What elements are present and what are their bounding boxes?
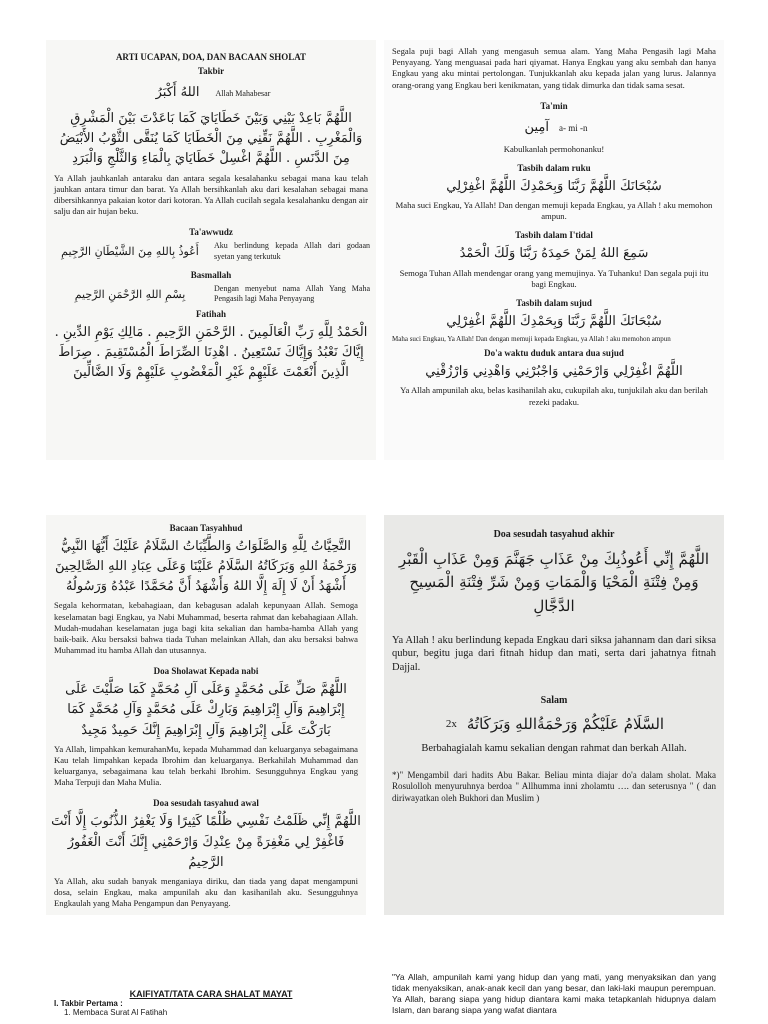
takbir-row: [46, 80, 376, 106]
takbir-heading: Takbir: [197, 66, 225, 76]
page-6: [384, 970, 724, 1024]
fatihah-item: 1. Membaca Surat Al Fatihah: [64, 1008, 168, 1017]
mayat-doa-text: "Ya Allah, ampunilah kami yang hidup dan yang mati, yang menyaksikan dan yang tidak menyaksikan, anak-anak kecil dan yang besar, dan laki-laki maupun perempuan. Ya Allah, barang siapa yang hidup diantara kami maka tetapkanlah hidupnya dalam Islam, dan barang siapa yang wafat diantara: [392, 972, 716, 1015]
taawwudz-meaning: Aku berlindung kepada Allah dari godaan syetan yang terkutuk: [214, 241, 370, 261]
fatihah-arabic: الْحَمْدُ لِلَّهِ رَبِّ الْعَالَمِينَ . الرَّحْمَنِ الرَّحِيمِ . مَالِكِ يَوْمِ الدِّينِ . إِيَّاكَ نَعْبُدُ وَإِيَّاكَ نَسْتَعِينُ . اهْدِنَا الصِّرَاطَ الْمُسْتَقِيمَ . صِرَاطَ الَّذِينَ أَنْعَمْتَ عَلَيْهِمْ غَيْرِ الْمَغْضُوبِ عَلَيْهِمْ وَلَا الضَّالِّينَ: [54, 324, 368, 381]
basmallah-heading: Basmallah: [190, 270, 232, 281]
taawwudz-heading: Ta'awwudz: [189, 227, 233, 238]
ruku-heading: Tasbih dalam ruku: [517, 163, 591, 173]
takbir-pertama-item: I. Takbir Pertama :: [54, 999, 123, 1008]
basmallah-meaning: Dengan menyebut nama Allah Yang Maha Pengasih lagi Maha Penyayang: [214, 284, 370, 304]
salam-arabic: السَّلَامُ عَلَيْكُمْ وَرَحْمَةُاللهِ وَبَرَكَاتُهُ: [466, 714, 665, 733]
basmallah-row: [52, 284, 370, 305]
taawwudz-arabic: أَعُوذُ بِاللهِ مِنَ الشَّيْطَانِ الرَّجِيمِ: [61, 245, 199, 259]
awal-arabic: اللَّهُمَّ إِنِّي ظَلَمْتُ نَفْسِي ظُلْمًا كَثِيرًا وَلَا يَغْفِرُ الذُّنُوبَ إِلَّا أَنْتَ فَاغْفِرْ لِي مَغْفِرَةً مِنْ عِنْدِكَ وَارْحَمْنِي إِنَّكَ أَنْتَ الْغَفُورُ الرَّحِيمُ: [51, 814, 361, 870]
salam-heading: Salam: [540, 694, 568, 706]
page-1: [46, 40, 376, 460]
tasyahhud-heading: Bacaan Tasyahhud: [169, 523, 243, 533]
tamin-heading: Ta'min: [540, 100, 568, 111]
tamin-meaning: Kabulkanlah permohonanku!: [503, 143, 605, 154]
ruku-meaning: Maha suci Engkau, Ya Allah! Dan dengan memuji kepada Engkau, ya Allah ! aku memohon ampun.: [395, 200, 713, 222]
itidal-heading: Tasbih dalam I'tidal: [515, 230, 593, 241]
tamin-arabic: آمِين: [524, 119, 549, 135]
document-title: ARTI UCAPAN, DOA, DAN BACAAN SHOLAT: [115, 52, 307, 62]
awal-meaning: Ya Allah, aku sudah banyak menganiaya diriku, dan tiada yang dapat mengampuni dosa, selain Engkau, maka ampunilah aku dan kasihanilah aku. Sesungguhnya Engkaulah yang Maha Pengampun dan Penyayang.: [54, 875, 358, 909]
ruku-arabic: سُبْحَانَكَ اللَّهُمَّ رَبَّنَا وَبِحَمْدِكَ اللَّهُمَّ اغْفِرْلِي: [446, 179, 662, 194]
iftitah-meaning: Ya Allah jauhkanlah antaraku dan antara segala kesalahanku sebagai mana kau telah jauhkan antara timur dan barat. Ya Allah bersihkanlah aku dari kesalahan sebagai mana dibersihkannya pakaian kotor dari kotoran. Ya Allah cucilah segala kesalahanku dengan air salju dan air hujan beku.: [54, 172, 368, 217]
page-4: [384, 515, 724, 915]
shalat-mayat-title: KAIFIYAT/TATA CARA SHALAT MAYAT: [129, 989, 293, 999]
takbir-arabic: اللهُ أَكْبَرُ: [155, 85, 200, 100]
takbir-meaning: Allah Mahabesar: [215, 88, 271, 98]
fatihah-meaning: Segala puji bagi Allah yang mengasuh semua alam. Yang Maha Pengasih lagi Maha Penyayang. Yang menguasai pada hari qiyamat. Hanya Engkau yang aku sembah dan hanya Engkau yang aku mintai pertolongan. Tunjukkanlah aku kepada jalan yang lurus. Jalannya orang-orang yang Engkau beri kenikmatan, yang tidak dimurka dan tidak sama sesat.: [392, 46, 716, 90]
tamin-latin: a- mi -n: [558, 122, 588, 133]
sholawat-heading: Doa Sholawat Kepada nabi: [153, 666, 259, 677]
itidal-meaning: Semoga Tuhan Allah mendengar orang yang memujinya. Ya Tuhanku! Dan segala puji itu bagi Engkau.: [399, 267, 709, 289]
page-5: [46, 985, 376, 1024]
salam-row: [384, 710, 724, 739]
tasyahhud-arabic: التَّحِيَّاتُ لِلَّهِ وَالصَّلَوَاتُ وَالطَّيِّبَاتُ السَّلَامُ عَلَيْكَ أَيُّهَا النَّبِيُّ وَرَحْمَةُ اللهِ وَبَرَكَاتُهُ السَّلَامُ عَلَيْنَا وَعَلَى عِبَادِ اللهِ الصَّالِحِينَ أَشْهَدُ أَنْ لَا إِلَهَ إِلَّا اللهُ وَأَشْهَدُ أَنَّ مُحَمَّدًا عَبْدُهُ وَرَسُولُهُ: [54, 539, 358, 595]
taawwudz-row: [52, 241, 370, 262]
duduk-arabic: اللَّهُمَّ اغْفِرْلِي وَارْحَمْنِي وَاجْبُرْنِي وَاهْدِنِي وَارْزُقْنِي: [425, 364, 683, 380]
salam-count: 2x: [445, 718, 457, 731]
salam-meaning: Berbahagialah kamu sekalian dengan rahmat dan berkah Allah.: [421, 742, 687, 754]
fatihah-heading: Fatihah: [195, 308, 226, 319]
iftitah-arabic: اللَّهُمَّ بَاعِدْ بَيْنِي وَبَيْنَ خَطَايَايَ كَمَا بَاعَدْتَ بَيْنَ الْمَشْرِقِ وَالْمَغْرِبِ . اللَّهُمَّ نَقِّنِي مِنَ الْخَطَايَا كَمَا يُنَقَّى الثَّوْبُ الأَبْيَضُ مِنَ الدَّنَسِ . اللَّهُمَّ اغْسِلْ خَطَايَايَ بِالْمَاءِ وَالثَّلْجِ وَالْبَرَدِ: [59, 111, 363, 167]
sholawat-meaning: Ya Allah, limpahkan kemurahanMu, kepada Muhammad dan keluarganya sebagaimana Kau telah limpahkan kepada Ibrohim dan keluarganya. Berkahilah Muhammad dan keluarganya, sebagaimana kau telah berkahi Ibrohim. Sesungguhnya Engkau yang Maha Terpuji dan Maha Mulia.: [54, 743, 358, 788]
duduk-heading: Do'a waktu duduk antara dua sujud: [484, 348, 624, 359]
tamin-row: [384, 115, 724, 141]
tasyahhud-meaning: Segala kehormatan, kebahagiaan, dan kebagusan adalah kepunyaan Allah. Semoga keselamatan bagi Engkau, ya Nabi Muhammad, beserta rahmat dan kebahagiaan Allah. Mudah-mudahan keselamatan juga bagi kita sekalian dan hamba-hamba Allah yang baik-baik. Aku bersaksi bahwa tiada Tuhan melainkan Allah, dan aku bersaksi bahwa Muhammad itu hamba Allah dan utusannya.: [54, 600, 358, 656]
duduk-meaning: Ya Allah ampunilah aku, belas kasihanilah aku, cukupilah aku, tunjukilah aku dan berilah rezeki padaku.: [400, 385, 708, 407]
awal-heading: Doa sesudah tasyahud awal: [153, 798, 259, 809]
basmallah-arabic: بِسْمِ اللهِ الرَّحْمَنِ الرَّحِيمِ: [74, 287, 186, 301]
akhir-heading: Doa sesudah tasyahud akhir: [493, 529, 615, 540]
itidal-arabic: سَمِعَ اللهُ لِمَنْ حَمِدَهُ رَبَّنَا وَلَكَ الْحَمْدُ: [459, 246, 649, 262]
akhir-meaning: Ya Allah ! aku berlindung kepada Engkau dari siksa jahannam dan dari siksa qubur, begitu juga dari fitnah hidup dan mati, serta dari jahatnya fitnah Dajjal.: [392, 634, 716, 674]
sujud-meaning: Maha suci Engkau, Ya Allah! Dan dengan memuji kepada Engkau, ya Allah ! aku memohon ampun: [392, 335, 671, 344]
page-2: [384, 40, 724, 460]
hadith-note: *)" Mengambil dari hadits Abu Bakar. Beliau minta diajar do'a dalam sholat. Maka Rosulolloh menyuruhnya berdoa " Allhumma inni zholamtu …. dan seterusnya " ( dan diriwayatkan oleh Bukhori dan Muslim ): [392, 769, 716, 803]
akhir-arabic: اللَّهُمَّ إِنِّي أَعُوذُبِكَ مِنْ عَذَابِ جَهَنَّمَ وَمِنْ عَذَابِ الْقَبْرِ وَمِنْ فِتْنَةِ الْمَحْيَا وَالْمَمَاتِ وَمِنْ شَرِّ فِتْنَةِ الْمَسِيحِ الدَّجَّالِ: [398, 550, 710, 615]
sujud-arabic: سُبْحَانَكَ اللَّهُمَّ رَبَّنَا وَبِحَمْدِكَ اللَّهُمَّ اغْفِرْلِي: [446, 313, 662, 329]
sholawat-arabic: اللَّهُمَّ صَلِّ عَلَى مُحَمَّدٍ وَعَلَى آلِ مُحَمَّدٍ كَمَا صَلَّيْتَ عَلَى إِبْرَاهِيمَ وَآلِ إِبْرَاهِيمَ وَبَارِكْ عَلَى مُحَمَّدٍ وَآلِ مُحَمَّدٍ كَمَا بَارَكْتَ عَلَى إِبْرَاهِيمَ وَآلِ إِبْرَاهِيمَ إِنَّكَ حَمِيدٌ مَجِيدٌ: [65, 682, 347, 738]
sujud-heading: Tasbih dalam sujud: [516, 297, 592, 308]
page-3: [46, 515, 366, 915]
